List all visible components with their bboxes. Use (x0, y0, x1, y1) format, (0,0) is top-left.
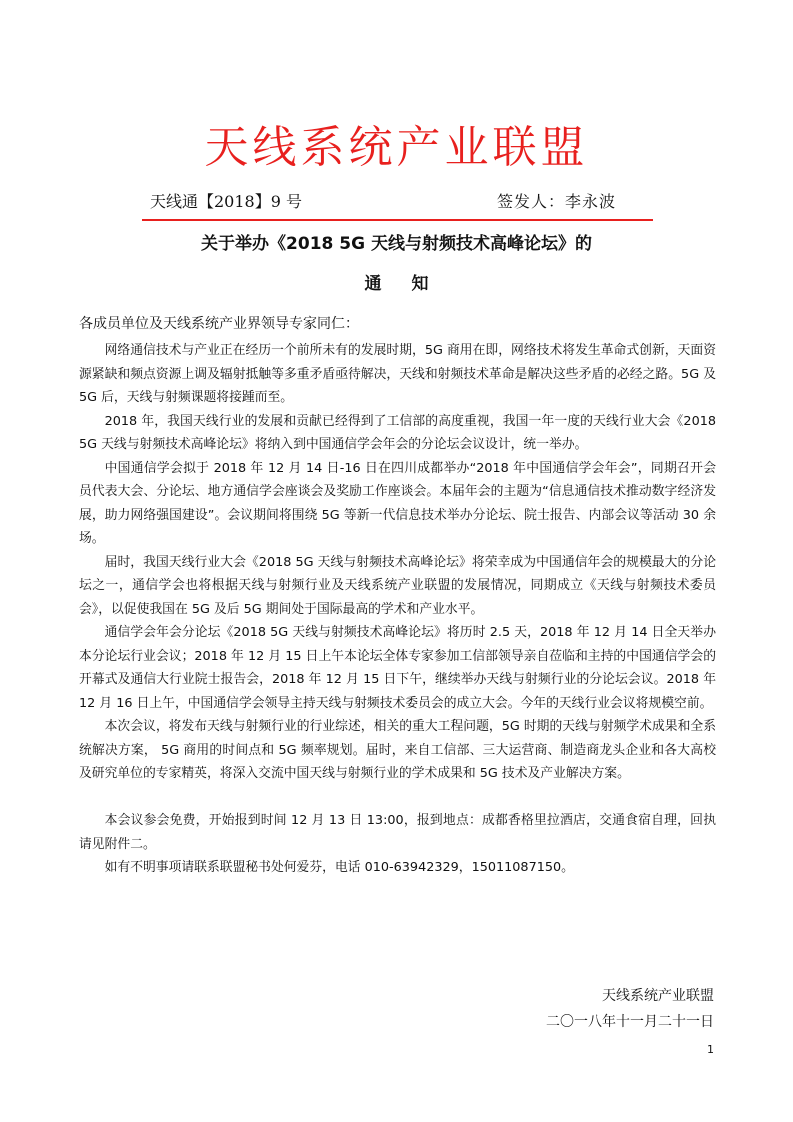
salutation: 各成员单位及天线系统产业界领导专家同仁： (79, 316, 359, 332)
signer: 签发人：李永波 (497, 192, 617, 211)
body-text (79, 339, 716, 880)
header-divider (142, 219, 653, 221)
body-paragraph: 2018 年，我国天线行业的发展和贡献已经得到了工信部的高度重视，我国一年一度的天线行业大会《2018 5G 天线与射频技术高峰论坛》将纳入到中国通信学会年会的分论坛会议设计，统一举办。 (79, 413, 716, 452)
notice-title: 关于举办《2018 5G 天线与射频技术高峰论坛》的 (201, 234, 592, 254)
body-paragraph: 届时，我国天线行业大会《2018 5G 天线与射频技术高峰论坛》将荣幸成为中国通信年会的规模最大的分论坛之一，通信学会也将根据天线与射频行业及天线系统产业联盟的发展情况，同期成立《天线与射频技术委员会》，以促使我国在 5G 及后 5G 期间处于国际最高的学术和产业水平。 (79, 554, 716, 617)
body-paragraph: 通信学会年会分论坛《2018 5G 天线与射频技术高峰论坛》将历时 2.5 天，2018 年 12 月 14 日全天举办本分论坛行业会议；2018 年 12 月 15 日上午本论坛全体专家参加工信部领导亲自莅临和主持的中国通信学会的开幕式及通信大行业院士报告会，2018 年 12 月 15 日下午，继续举办天线与射频行业的分论坛会议。2018 年 12 月 16 日上午，中国通信学会领导主持天线与射频技术委员会的成立大会。今年的天线行业会议将规模空前。 (79, 625, 716, 711)
body-paragraph: 网络通信技术与产业正在经历一个前所未有的发展时期，5G 商用在即，网络技术将发生革命式创新，天面资源紧缺和频点资源上调及辐射抵触等多重矛盾亟待解决，天线和射频技术革命是解决这些矛盾的必经之路。5G 及 5G 后，天线与射频课题将接踵而至。 (79, 343, 716, 405)
closing-date: 二〇一八年十一月二十一日 (546, 1014, 714, 1030)
page-number: 1 (707, 1043, 714, 1056)
org-title: 天线系统产业联盟 (204, 122, 589, 173)
body-paragraph: 本会议参会免费，开始报到时间 12 月 13 日 13:00，报到地点：成都香格里拉酒店，交通食宿自理，回执请见附件二。 (79, 813, 716, 852)
body-paragraph: 本次会议，将发布天线与射频行业的行业综述，相关的重大工程问题，5G 时期的天线与射频学术成果和全系统解决方案， 5G 商用的时间点和 5G 频率规划。届时，来自工信部、三大运营商、制造商龙头企业和各大高校及研究单位的专家精英，将深入交流中国天线与射频行业的学术成果和 5G 技术及产业解决方案。 (79, 719, 716, 781)
document-number: 天线通【2018】9 号 (150, 192, 302, 211)
body-paragraph: 如有不明事项请联系联盟秘书处何爱芬，电话 010-63942329，15011087150。 (104, 860, 574, 875)
closing-organization: 天线系统产业联盟 (602, 988, 714, 1004)
body-paragraph: 中国通信学会拟于 2018 年 12 月 14 日-16 日在四川成都举办“2018 年中国通信学会年会”，同期召开会员代表大会、分论坛、地方通信学会座谈会及奖励工作座谈会。本届年会的主题为“信息通信技术推动数字经济发展，助力网络强国建设”。会议期间将围绕 5G 等新一代信息技术举办分论坛、院士报告、内部会议等活动 30 余场。 (79, 460, 716, 546)
notice-subtitle: 通知 (364, 274, 459, 294)
